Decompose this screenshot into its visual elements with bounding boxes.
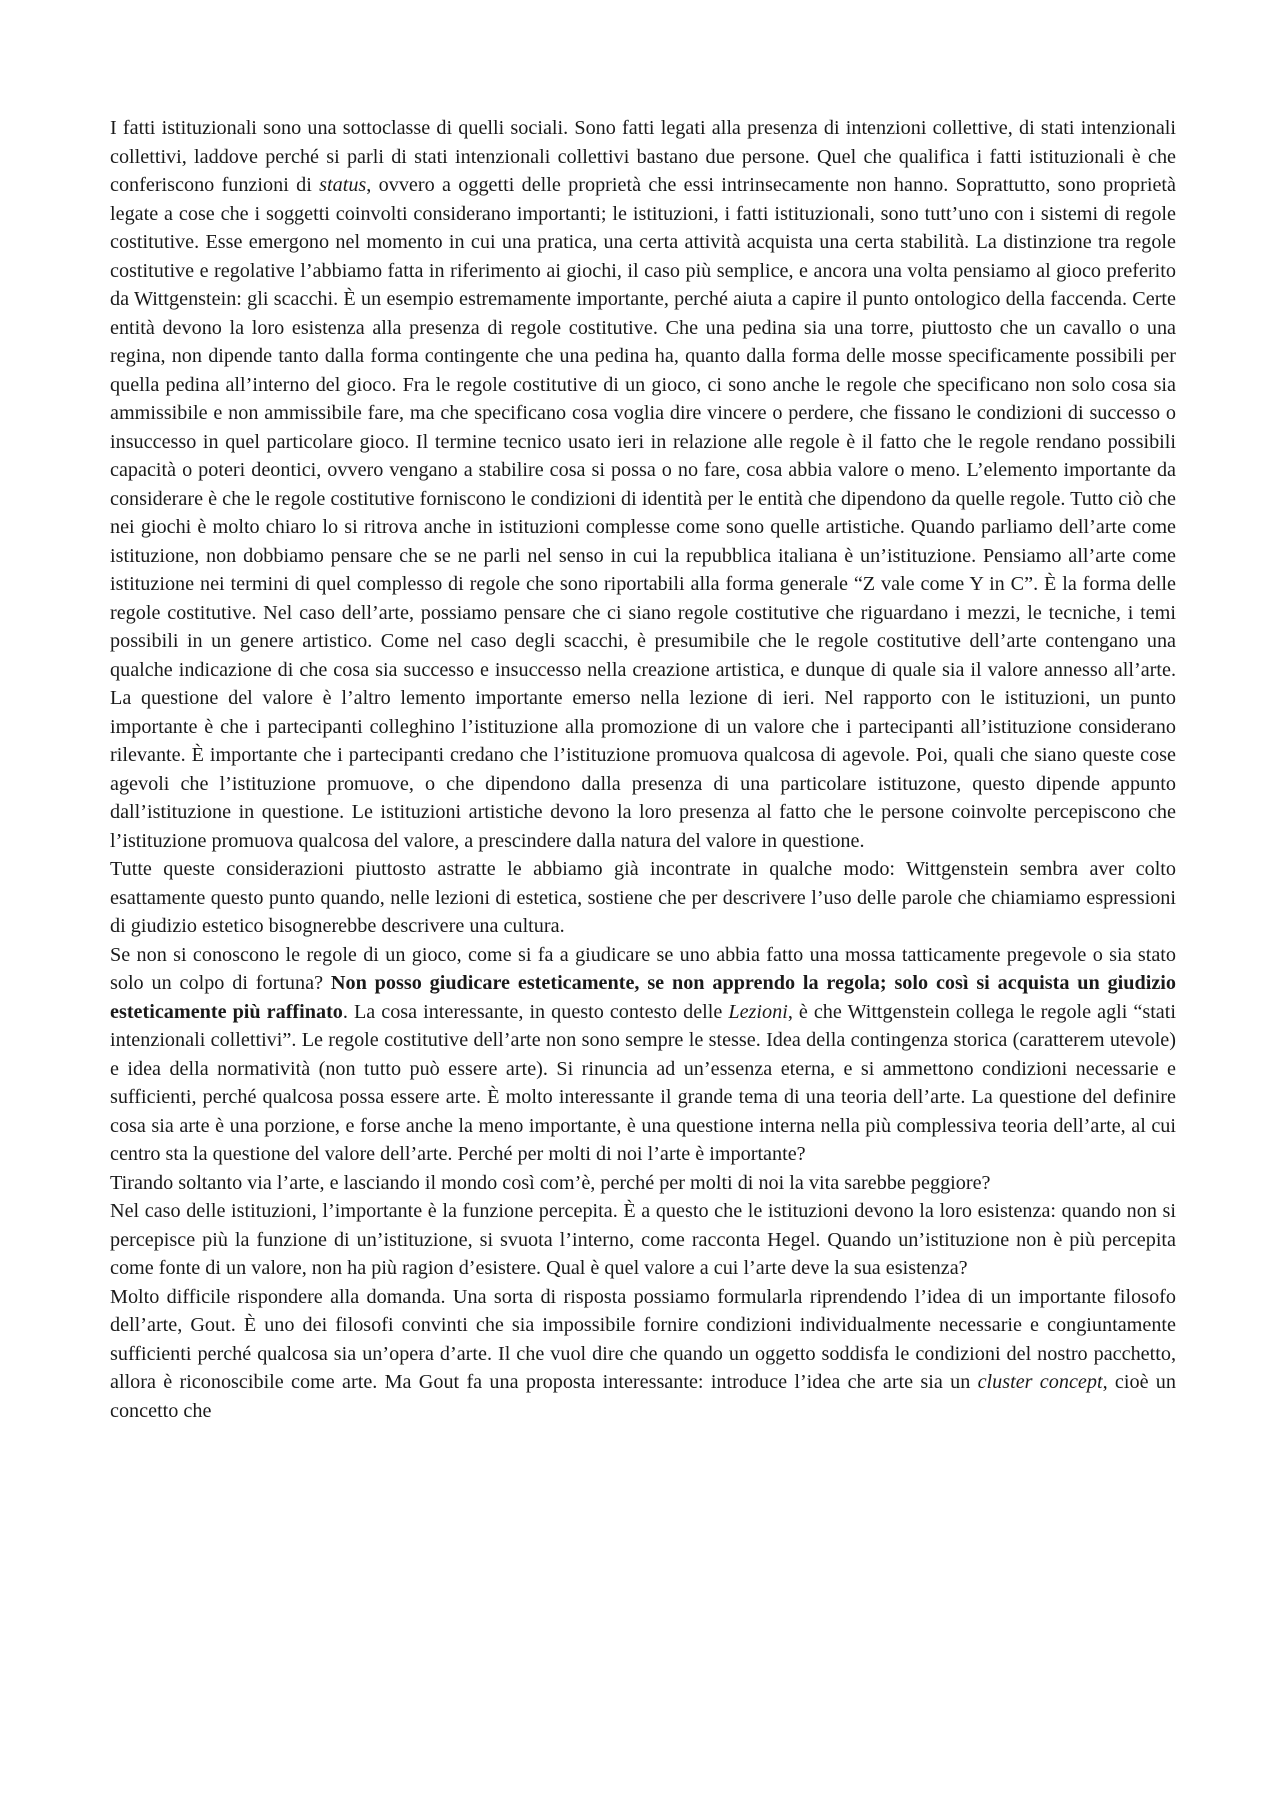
paragraph	[110, 1283, 1176, 1426]
italic-term: status	[319, 174, 367, 196]
text-run: Nel caso delle istituzioni, l’importante è la funzione percepita. È a questo che le istituzioni devono la loro esistenza: quando non si percepisce più la funzione di un’istituzione, si svuota l’interno, come racconta Hegel. Quando un’istituzione non è più percepita come fonte di un valore, non ha più ragion d’esistere. Qual è quel valore a cui l’arte deve la sua esistenza?	[110, 1200, 1176, 1279]
italic-term: cluster concept	[977, 1371, 1103, 1393]
paragraph	[110, 855, 1176, 941]
text-run: Tutte queste considerazioni piuttosto astratte le abbiamo già incontrate in qualche modo: Wittgenstein sembra aver colto esattamente questo punto quando, nelle lezioni di estetica, sostiene che per descrivere l’uso delle parole che chiamiamo espressioni di giudizio estetico bisognerebbe descrivere una cultura.	[110, 858, 1176, 937]
text-run: . La cosa interessante, in questo contesto delle	[342, 1000, 729, 1023]
italic-term: Lezioni	[728, 1000, 788, 1023]
text-run: Tirando soltanto via l’arte, e lasciando il mondo così com’è, perché per molti di noi la vita sarebbe peggiore?	[110, 1171, 991, 1194]
paragraph	[110, 1197, 1176, 1283]
text-run: , è che Wittgenstein collega le regole agli “stati intenzionali collettivi”. Le regole costitutive dell’arte non sono sempre le stesse. Idea della contingenza storica (caratterem utevole) e idea della normatività (non tutto può essere arte). Si rinuncia ad un’essenza eterna, e si ammettono condizioni necessarie e sufficienti, perché qualcosa possa essere arte. È molto interessante il grande tema di una teoria dell’arte. La questione del definire cosa sia arte è una porzione, e forse anche la meno importante, è una questione interna nella più complessiva teoria dell’arte, al cui centro sta la questione del valore dell’arte. Perché per molti di noi l’arte è importante?	[110, 1000, 1176, 1165]
text-run: Se non si conoscono le regole di un gioco, come si fa a giudicare se uno abbia fatto una mossa tatticamente pregevole o sia stato solo un colpo di fortuna?	[110, 943, 1176, 994]
text-run: , ovvero a oggetti delle proprietà che essi intrinsecamente non hanno. Soprattutto, sono proprietà legate a cose che i soggetti coinvolti considerano importanti; le istituzioni, i fatti istituzionali, sono tutt’uno con i sistemi di regole costitutive. Esse emergono nel momento in cui una pratica, una certa attività acquista una certa stabilità. La distinzione tra regole costitutive e regolative l’abbiamo fatta in riferimento ai giochi, il caso più semplice, e ancora una volta pensiamo al gioco preferito da Wittgenstein: gli scacchi. È un esempio estremamente importante, perché aiuta a capire il punto ontologico della faccenda. Certe entità devono la loro esistenza alla presenza di regole costitutive. Che una pedina sia una torre, piuttosto che un cavallo o una regina, non dipende tanto dalla forma contingente che una pedina ha, quanto dalla forma delle mosse specificamente possibili per quella pedina all’interno del gioco. Fra le regole costitutive di un gioco, ci sono anche le regole che specificano non solo cosa sia ammissibile e non ammissibile fare, ma che specificano cosa voglia dire vincere o perdere, che fissano le condizioni di successo o insuccesso in quel particolare gioco. Il termine tecnico usato ieri in relazione alle regole è il fatto che le regole rendano possibili capacità o poteri deontici, ovvero vengano a stabilire cosa si possa o no fare, cosa abbia valore o meno. L’elemento importante da considerare è che le regole costitutive forniscono le condizioni di identità per le entità che dipendono da quelle regole. Tutto ciò che nei giochi è molto chiaro lo si ritrova anche in istituzioni complesse come sono quelle artistiche. Quando parliamo dell’arte come istituzione, non dobbiamo pensare che se ne parli nel senso in cui la repubblica italiana è un’istituzione. Pensiamo all’arte come istituzione nei termini di quel complesso di regole che sono riportabili alla forma generale “Z vale come Y in C”. È la forma delle regole costitutive. Nel caso dell’arte, possiamo pensare che ci siano regole costitutive che riguardano i mezzi, le tecniche, i temi possibili in un genere artistico. Come nel caso degli scacchi, è presumibile che le regole costitutive dell’arte contengano una qualche indicazione di che cosa sia successo e insuccesso nella creazione artistica, e dunque di quale sia il valore annesso all’arte. La questione del valore è l’altro lemento importante emerso nella lezione di ieri. Nel rapporto con le istituzioni, un punto importante è che i partecipanti colleghino l’istituzione alla promozione di un valore che i partecipanti all’istituzione considerano rilevante. È importante che i partecipanti credano che l’istituzione promuova qualcosa di agevole. Poi, quali che siano queste cose agevoli che l’istituzione promuove, o che dipendono dalla presenza di una particolare istituzone, questo dipende appunto dall’istituzione in questione. Le istituzioni artistiche devono la loro presenza al fatto che le persone coinvolte percepiscono che l’istituzione promuova qualcosa del valore, a prescindere dalla natura del valore in questione.	[110, 174, 1176, 852]
document-page	[110, 114, 1176, 1425]
bold-emphasis: Non posso giudicare esteticamente, se non apprendo la regola; solo così si acquista un giudizio esteticamente più raffinato	[110, 972, 1177, 1023]
paragraph	[110, 114, 1176, 855]
text-run: Molto difficile rispondere alla domanda. Una sorta di risposta possiamo formularla riprendendo l’idea di un importante filosofo dell’arte, Gout. È uno dei filosofi convinti che sia impossibile fornire condizioni individualmente necessarie e congiuntamente sufficienti perché qualcosa sia un’opera d’arte. Il che vuol dire che quando un oggetto soddisfa le condizioni del nostro pacchetto, allora è riconoscibile come arte. Ma Gout fa una proposta interessante: introduce l’idea che arte sia un	[110, 1285, 1176, 1393]
paragraph	[110, 941, 1176, 1169]
text-run: , cioè un concetto che	[110, 1371, 1176, 1422]
paragraph	[110, 1169, 1176, 1198]
text-run: I fatti istituzionali sono una sottoclasse di quelli sociali. Sono fatti legati alla presenza di intenzioni collettive, di stati intenzionali collettivi, laddove perché si parli di stati intenzionali collettivi bastano due persone. Quel che qualifica i fatti istituzionali è che conferiscono funzioni di	[110, 117, 1176, 196]
